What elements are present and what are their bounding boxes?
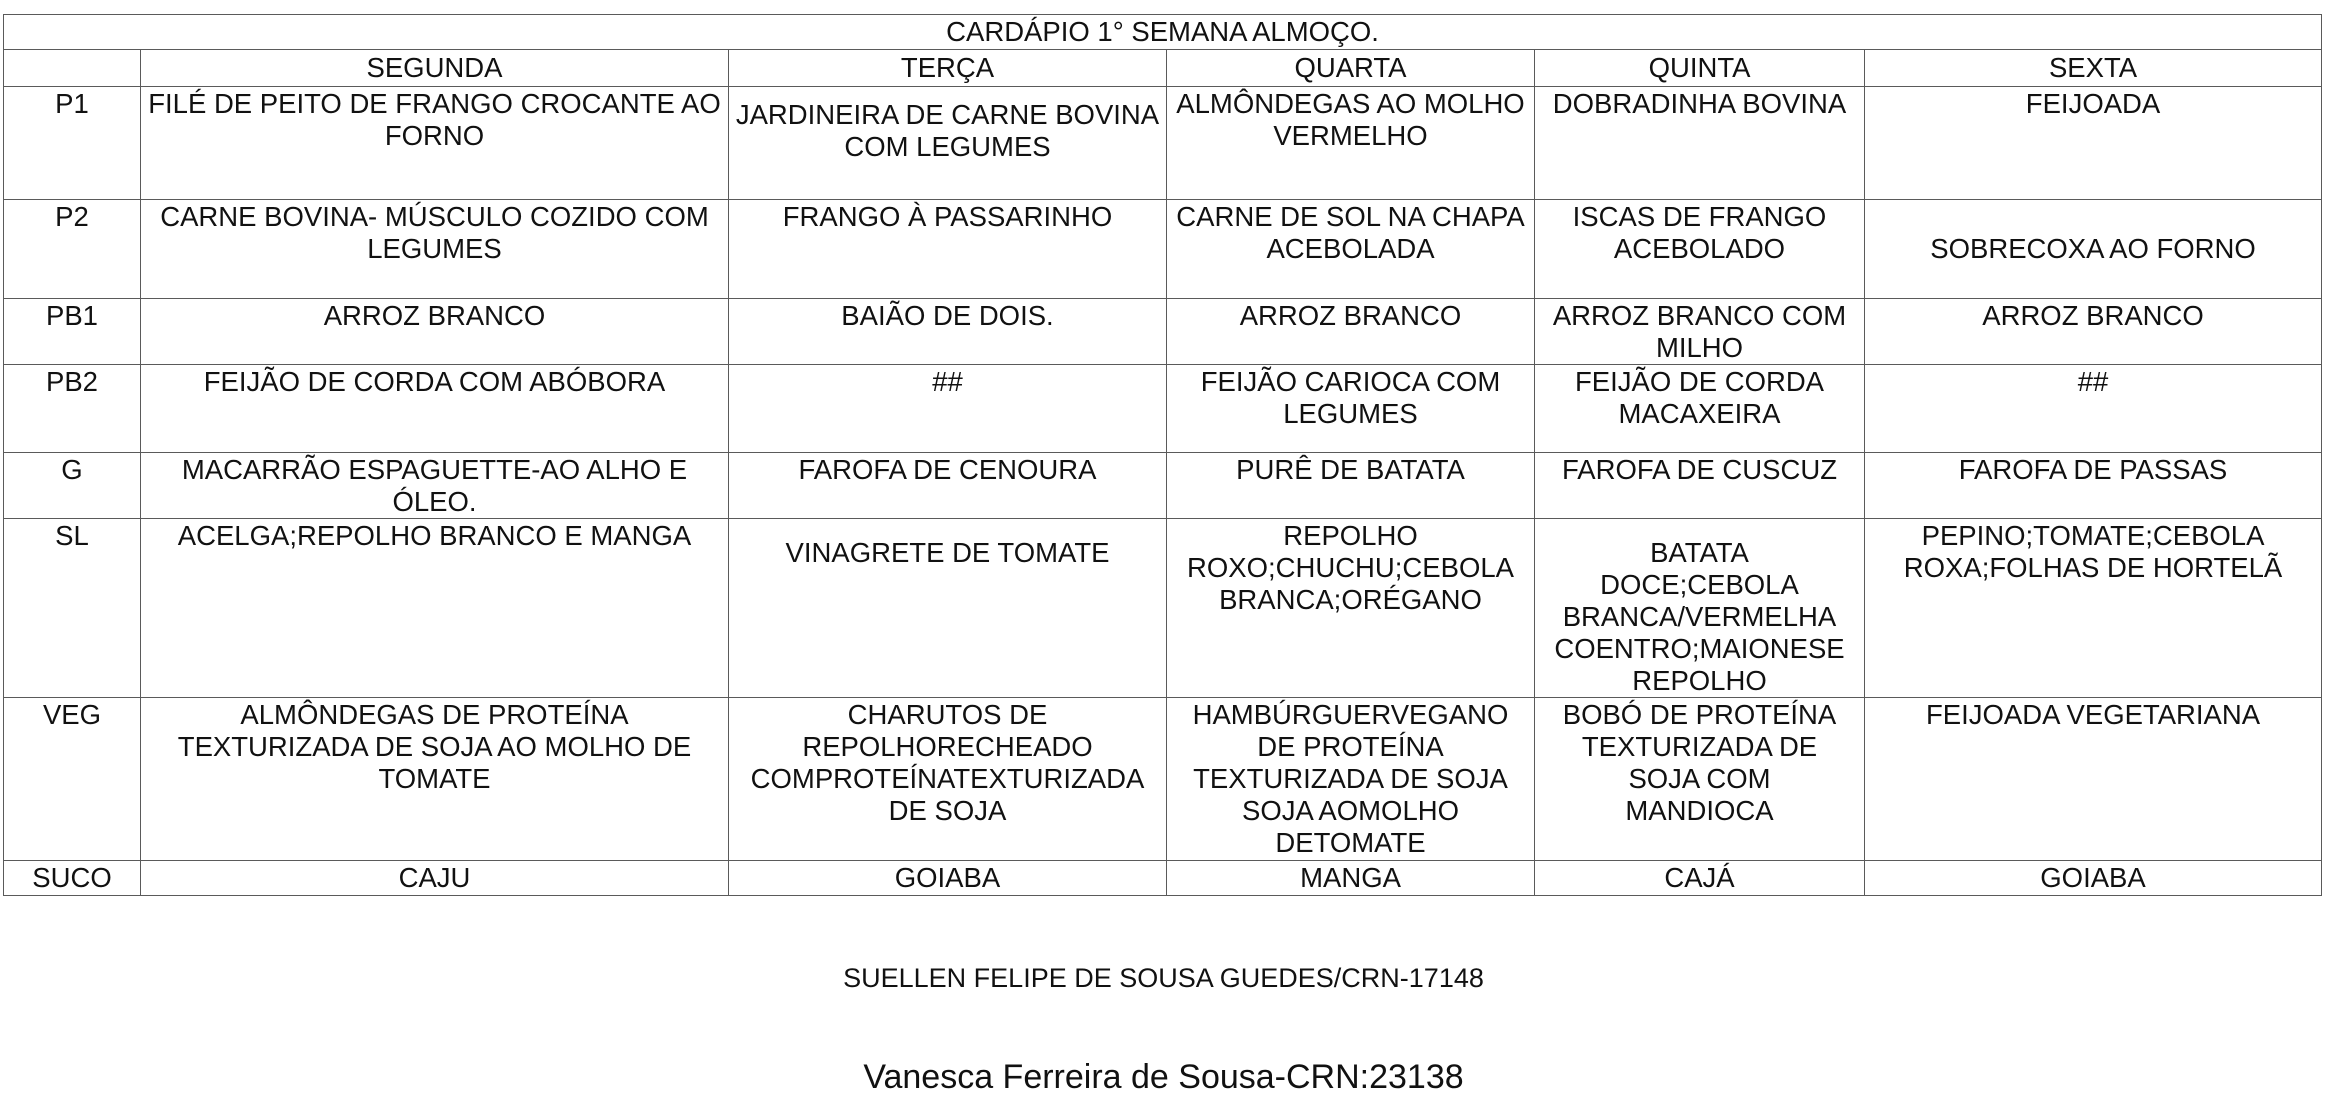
day-header: SEXTA	[1865, 50, 2322, 87]
menu-cell: ARROZ BRANCO	[1167, 299, 1535, 365]
corner-cell	[4, 50, 141, 87]
row-label: G	[4, 453, 141, 519]
table-row	[4, 698, 2322, 861]
menu-cell: ALMÔNDEGAS DE PROTEÍNA TEXTURIZADA DE SOJA AO MOLHO DE TOMATE	[141, 698, 729, 861]
row-label: VEG	[4, 698, 141, 861]
nutritionist-signature-1: SUELLEN FELIPE DE SOUSA GUEDES/CRN-17148	[843, 963, 1484, 993]
menu-cell: VINAGRETE DE TOMATE	[729, 519, 1167, 698]
menu-cell: FILÉ DE PEITO DE FRANGO CROCANTE AO FORNO	[141, 87, 729, 200]
menu-cell: BATATA DOCE;CEBOLA BRANCA/VERMELHA COENTRO;MAIONESE REPOLHO	[1535, 519, 1865, 698]
day-header: SEGUNDA	[141, 50, 729, 87]
table-row	[4, 519, 2322, 698]
table-row	[4, 87, 2322, 200]
table-row	[4, 299, 2322, 365]
menu-cell: FEIJOADA	[1865, 87, 2322, 200]
row-label: PB2	[4, 365, 141, 453]
row-label: P1	[4, 87, 141, 200]
menu-cell: PURÊ DE BATATA	[1167, 453, 1535, 519]
menu-cell: MANGA	[1167, 861, 1535, 896]
menu-cell: GOIABA	[729, 861, 1167, 896]
table-row	[4, 200, 2322, 299]
menu-cell: FEIJÃO DE CORDA COM ABÓBORA	[141, 365, 729, 453]
menu-cell: CAJÁ	[1535, 861, 1865, 896]
menu-cell: FAROFA DE CUSCUZ	[1535, 453, 1865, 519]
row-label: PB1	[4, 299, 141, 365]
menu-cell: CAJU	[141, 861, 729, 896]
menu-cell: BOBÓ DE PROTEÍNA TEXTURIZADA DE SOJA COM MANDIOCA	[1535, 698, 1865, 861]
day-header: QUARTA	[1167, 50, 1535, 87]
menu-cell: DOBRADINHA BOVINA	[1535, 87, 1865, 200]
menu-table	[3, 14, 2322, 896]
menu-cell: HAMBÚRGUERVEGANO DE PROTEÍNA TEXTURIZADA DE SOJA SOJA AOMOLHO DETOMATE	[1167, 698, 1535, 861]
menu-title: CARDÁPIO 1° SEMANA ALMOÇO.	[4, 15, 2322, 50]
menu-cell: CHARUTOS DE REPOLHORECHEADO COMPROTEÍNATEXTURIZADA DE SOJA	[729, 698, 1167, 861]
menu-cell: MACARRÃO ESPAGUETTE-AO ALHO E ÓLEO.	[141, 453, 729, 519]
menu-cell: CARNE DE SOL NA CHAPA ACEBOLADA	[1167, 200, 1535, 299]
menu-cell: ISCAS DE FRANGO ACEBOLADO	[1535, 200, 1865, 299]
menu-cell: BAIÃO DE DOIS.	[729, 299, 1167, 365]
menu-cell: FEIJÃO DE CORDA MACAXEIRA	[1535, 365, 1865, 453]
row-label: SL	[4, 519, 141, 698]
menu-cell: FAROFA DE PASSAS	[1865, 453, 2322, 519]
nutritionist-signature-2: Vanesca Ferreira de Sousa-CRN:23138	[863, 1058, 1464, 1096]
menu-cell: CARNE BOVINA- MÚSCULO COZIDO COM LEGUMES	[141, 200, 729, 299]
menu-cell: REPOLHO ROXO;CHUCHU;CEBOLA BRANCA;ORÉGANO	[1167, 519, 1535, 698]
menu-cell: ARROZ BRANCO	[1865, 299, 2322, 365]
day-header: TERÇA	[729, 50, 1167, 87]
menu-cell: ACELGA;REPOLHO BRANCO E MANGA	[141, 519, 729, 698]
day-header: QUINTA	[1535, 50, 1865, 87]
menu-cell: ##	[1865, 365, 2322, 453]
menu-cell: GOIABA	[1865, 861, 2322, 896]
menu-cell: PEPINO;TOMATE;CEBOLA ROXA;FOLHAS DE HORTELÃ	[1865, 519, 2322, 698]
menu-cell: ARROZ BRANCO	[141, 299, 729, 365]
menu-cell: SOBRECOXA AO FORNO	[1865, 200, 2322, 299]
row-label: SUCO	[4, 861, 141, 896]
menu-cell: ##	[729, 365, 1167, 453]
menu-cell: FEIJÃO CARIOCA COM LEGUMES	[1167, 365, 1535, 453]
menu-cell: FEIJOADA VEGETARIANA	[1865, 698, 2322, 861]
menu-cell: JARDINEIRA DE CARNE BOVINA COM LEGUMES	[729, 87, 1167, 200]
row-label: P2	[4, 200, 141, 299]
table-row	[4, 453, 2322, 519]
title-row	[4, 15, 2322, 50]
menu-cell: ARROZ BRANCO COM MILHO	[1535, 299, 1865, 365]
menu-cell: ALMÔNDEGAS AO MOLHO VERMELHO	[1167, 87, 1535, 200]
menu-cell: FAROFA DE CENOURA	[729, 453, 1167, 519]
table-row	[4, 861, 2322, 896]
table-row	[4, 365, 2322, 453]
menu-cell: FRANGO À PASSARINHO	[729, 200, 1167, 299]
header-row	[4, 50, 2322, 87]
